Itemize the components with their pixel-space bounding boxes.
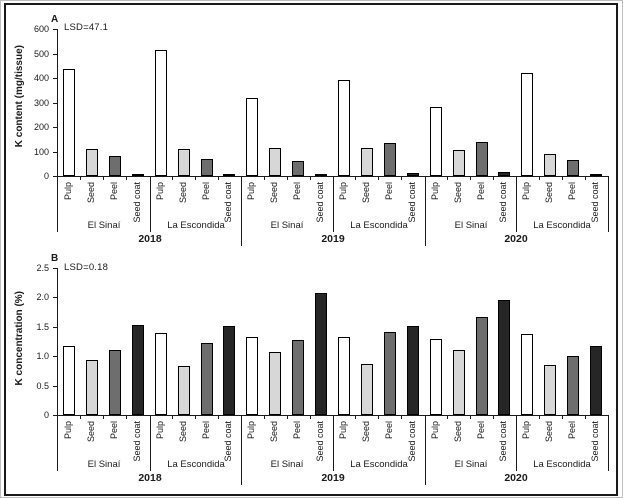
plot-right-boundary-line bbox=[608, 415, 609, 471]
x-category-label: Peel bbox=[109, 182, 119, 201]
y-axis-tick bbox=[53, 327, 57, 328]
y-axis-tick-label: 1.5 bbox=[36, 322, 49, 332]
y-axis-tick-label: 0 bbox=[43, 410, 49, 420]
y-axis-tick-label: 600 bbox=[33, 24, 49, 34]
y-axis-tick bbox=[53, 386, 57, 387]
x-axis-tick bbox=[355, 416, 356, 419]
x-axis-tick bbox=[218, 416, 219, 419]
x-category-label: Pulp bbox=[338, 421, 348, 440]
y-axis-tick-label: 0.5 bbox=[36, 381, 49, 391]
x-category-label: Seed bbox=[86, 182, 96, 204]
x-category-label: Pulp bbox=[521, 182, 531, 201]
x-category-label: Seed coat bbox=[498, 421, 508, 462]
x-category-label: Pulp bbox=[155, 182, 165, 201]
y-axis-line bbox=[57, 268, 58, 471]
bar-pulp bbox=[246, 337, 258, 415]
panel-a-lsd-annotation: LSD=47.1 bbox=[64, 22, 109, 33]
year-label: 2018 bbox=[138, 472, 162, 484]
bar-seed bbox=[544, 365, 556, 415]
y-axis-tick-label: 2.0 bbox=[36, 292, 49, 302]
x-axis-tick bbox=[264, 416, 265, 419]
x-axis-tick bbox=[539, 416, 540, 419]
location-label: El Sinaí bbox=[270, 459, 304, 470]
x-category-label: Seed coat bbox=[132, 421, 142, 462]
panel-a-y-axis-title: K content (mg/tissue) bbox=[14, 45, 25, 148]
x-category-label: Seed bbox=[544, 182, 554, 204]
bar-seed-coat bbox=[590, 346, 602, 415]
panel-b bbox=[6, 5, 616, 494]
x-category-label: Peel bbox=[567, 182, 577, 201]
bar-peel bbox=[201, 343, 213, 415]
year-divider-line bbox=[425, 415, 426, 485]
location-label: La Escondida bbox=[350, 459, 408, 470]
y-axis-tick-label: 100 bbox=[33, 147, 49, 157]
x-category-label: Peel bbox=[567, 421, 577, 440]
panel-b-letter: B bbox=[51, 253, 59, 264]
x-category-label: Peel bbox=[109, 421, 119, 440]
location-label: La Escondida bbox=[533, 459, 591, 470]
x-category-label: Pulp bbox=[430, 421, 440, 440]
location-label: El Sinaí bbox=[454, 459, 488, 470]
x-axis-tick bbox=[310, 416, 311, 419]
x-axis-tick bbox=[378, 416, 379, 419]
x-category-label: Pulp bbox=[63, 421, 73, 440]
year-divider-line bbox=[241, 415, 242, 485]
x-category-label: Peel bbox=[292, 182, 302, 201]
x-category-label: Seed bbox=[269, 421, 279, 443]
y-axis-tick bbox=[53, 415, 57, 416]
x-category-label: Seed coat bbox=[223, 182, 233, 223]
x-category-label: Seed bbox=[178, 182, 188, 204]
x-category-label: Peel bbox=[201, 182, 211, 201]
bar-pulp bbox=[521, 334, 533, 415]
location-label: El Sinaí bbox=[87, 459, 121, 470]
bar-seed bbox=[453, 350, 465, 415]
y-axis-tick-label: 200 bbox=[33, 122, 49, 132]
x-category-label: Peel bbox=[476, 182, 486, 201]
x-category-label: Seed coat bbox=[223, 421, 233, 462]
x-axis-tick bbox=[585, 416, 586, 419]
bar-seed-coat bbox=[407, 326, 419, 415]
x-category-label: Peel bbox=[384, 421, 394, 440]
x-category-label: Seed bbox=[86, 421, 96, 443]
x-category-label: Peel bbox=[384, 182, 394, 201]
year-label: 2020 bbox=[504, 233, 528, 245]
x-category-label: Peel bbox=[201, 421, 211, 440]
x-category-label: Seed bbox=[361, 421, 371, 443]
y-axis-tick-label: 0 bbox=[43, 171, 49, 181]
y-axis-tick-label: 300 bbox=[33, 98, 49, 108]
bar-peel bbox=[476, 317, 488, 415]
x-category-label: Seed coat bbox=[590, 182, 600, 223]
x-category-label: Peel bbox=[476, 421, 486, 440]
y-axis-tick-label: 1.0 bbox=[36, 351, 49, 361]
x-axis-tick bbox=[401, 416, 402, 419]
x-category-label: Pulp bbox=[521, 421, 531, 440]
location-label: La Escondida bbox=[350, 220, 408, 231]
x-axis-tick bbox=[126, 416, 127, 419]
panel-b-lsd-annotation: LSD=0.18 bbox=[64, 262, 109, 273]
x-category-label: Seed coat bbox=[498, 182, 508, 223]
bar-seed-coat bbox=[498, 300, 510, 415]
bar-peel bbox=[567, 356, 579, 415]
bar-seed bbox=[361, 364, 373, 415]
x-category-label: Seed bbox=[178, 421, 188, 443]
bar-peel bbox=[292, 340, 304, 415]
x-category-label: Pulp bbox=[63, 182, 73, 201]
bar-peel bbox=[384, 332, 396, 415]
bar-peel bbox=[109, 350, 121, 415]
location-label: La Escondida bbox=[533, 220, 591, 231]
location-label: La Escondida bbox=[167, 459, 225, 470]
x-category-label: Seed coat bbox=[407, 182, 417, 223]
x-axis-tick bbox=[195, 416, 196, 419]
x-category-label: Peel bbox=[292, 421, 302, 440]
bar-seed bbox=[178, 366, 190, 415]
y-axis-tick bbox=[53, 297, 57, 298]
x-category-label: Pulp bbox=[246, 182, 256, 201]
bar-seed-coat bbox=[132, 325, 144, 415]
x-category-label: Seed bbox=[453, 182, 463, 204]
bar-seed-coat bbox=[223, 326, 235, 415]
x-category-label: Seed bbox=[269, 182, 279, 204]
x-axis-tick bbox=[172, 416, 173, 419]
y-axis-tick-label: 400 bbox=[33, 73, 49, 83]
x-axis-tick bbox=[447, 416, 448, 419]
x-category-label: Seed bbox=[453, 421, 463, 443]
x-category-label: Pulp bbox=[155, 421, 165, 440]
year-label: 2019 bbox=[321, 472, 345, 484]
x-axis-tick bbox=[470, 416, 471, 419]
y-axis-tick bbox=[53, 356, 57, 357]
x-category-label: Pulp bbox=[246, 421, 256, 440]
year-label: 2019 bbox=[321, 233, 345, 245]
location-label: El Sinaí bbox=[454, 220, 488, 231]
bar-seed bbox=[86, 360, 98, 415]
x-category-label: Seed bbox=[544, 421, 554, 443]
y-axis-tick bbox=[53, 268, 57, 269]
figure-frame bbox=[4, 3, 618, 496]
x-category-label: Seed coat bbox=[315, 182, 325, 223]
bar-pulp bbox=[63, 346, 75, 415]
y-axis-tick-label: 500 bbox=[33, 49, 49, 59]
location-label: La Escondida bbox=[167, 220, 225, 231]
location-label: El Sinaí bbox=[87, 220, 121, 231]
panel-b-y-axis-title: K concentration (%) bbox=[14, 291, 25, 386]
panel-a-letter: A bbox=[51, 14, 59, 25]
bar-pulp bbox=[430, 339, 442, 415]
year-label: 2020 bbox=[504, 472, 528, 484]
x-axis-tick bbox=[493, 416, 494, 419]
x-category-label: Pulp bbox=[430, 182, 440, 201]
x-axis-tick bbox=[103, 416, 104, 419]
x-category-label: Seed coat bbox=[132, 182, 142, 223]
location-label: El Sinaí bbox=[270, 220, 304, 231]
x-axis-tick bbox=[80, 416, 81, 419]
x-axis-tick bbox=[287, 416, 288, 419]
bar-pulp bbox=[155, 333, 167, 415]
x-axis-tick bbox=[562, 416, 563, 419]
bar-seed-coat bbox=[315, 293, 327, 415]
bar-seed bbox=[269, 352, 281, 415]
x-category-label: Pulp bbox=[338, 182, 348, 201]
x-category-label: Seed coat bbox=[407, 421, 417, 462]
x-category-label: Seed coat bbox=[590, 421, 600, 462]
y-axis-tick-label: 2.5 bbox=[36, 263, 49, 273]
year-label: 2018 bbox=[138, 233, 162, 245]
x-category-label: Seed bbox=[361, 182, 371, 204]
x-category-label: Seed coat bbox=[315, 421, 325, 462]
bar-pulp bbox=[338, 337, 350, 415]
